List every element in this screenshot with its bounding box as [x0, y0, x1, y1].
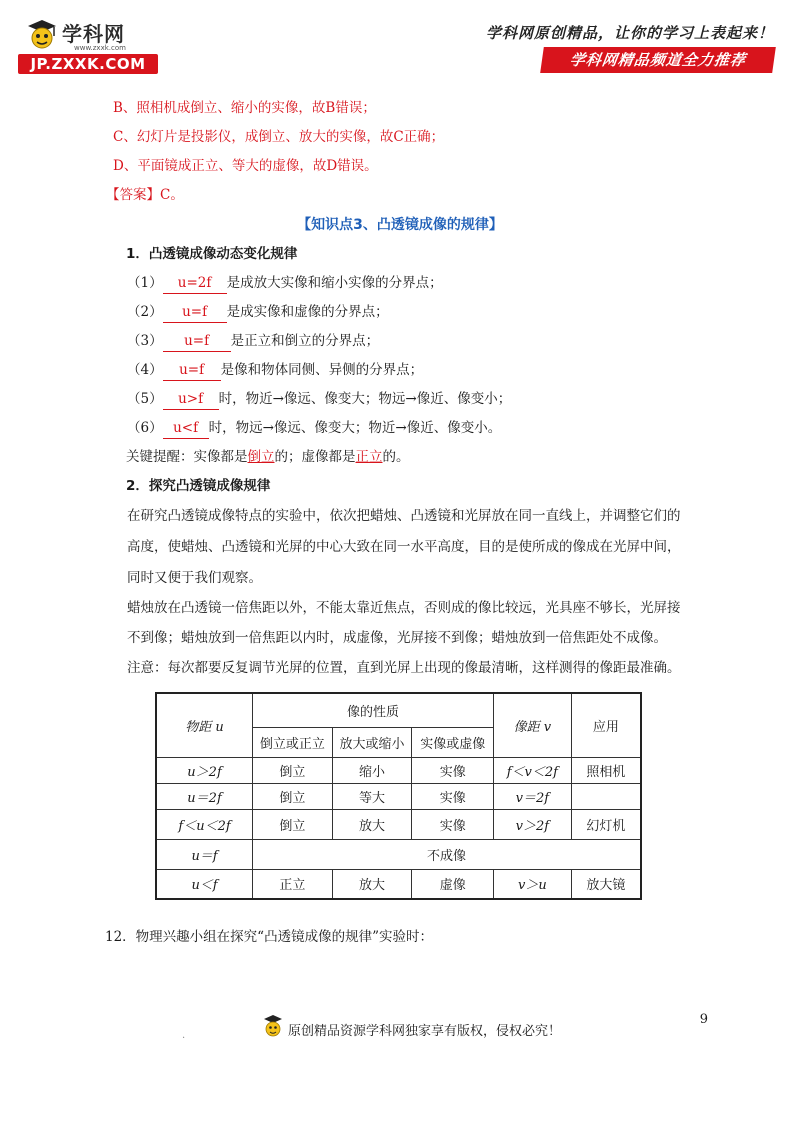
- question-12: 12．物理兴趣小组在探究“凸透镜成像的规律”实验时：: [105, 929, 433, 945]
- rule-item-blank: u<f: [163, 418, 209, 439]
- rule-item-number: （4）: [127, 362, 163, 378]
- subheader-orientation: 倒立或正立: [253, 727, 333, 757]
- cell-image-distance: f＜v＜2f: [494, 757, 572, 783]
- rule-item-text: 是正立和倒立的分界点；: [230, 333, 380, 349]
- paragraph-line: 不到像；蜡烛放到一倍焦距以内时，成虚像，光屏接不到像；蜡烛放到一倍焦距处不成像。: [127, 630, 667, 646]
- logo-name: 学科网: [62, 22, 125, 46]
- rule-item-blank: u=f: [163, 360, 221, 381]
- table-row: [156, 783, 641, 809]
- cell-application: 放大镜: [571, 869, 641, 899]
- cell-image-distance: v＝2f: [494, 783, 572, 809]
- rule-item-blank: u=2f: [163, 273, 227, 294]
- table-row: [156, 809, 641, 839]
- logo-small-url: www.zxxk.com: [74, 44, 126, 52]
- cell-object-distance: f＜u＜2f: [156, 809, 253, 839]
- rule-item: [127, 360, 423, 381]
- knowledge-point-title: 【知识点3、凸透镜成像的规律】: [297, 217, 503, 233]
- key-tip-prefix: 关键提醒：实像都是: [126, 449, 248, 465]
- logo-url-banner: JP.ZXXK.COM: [18, 54, 158, 74]
- cell-no-image: 不成像: [253, 839, 641, 869]
- cell-size: 放大: [332, 869, 412, 899]
- site-logo: [18, 14, 168, 76]
- mascot-icon: [24, 16, 60, 52]
- cell-size: 放大: [332, 809, 412, 839]
- analysis-c: C、幻灯片是投影仪，成倒立、放大的实像，故C正确；: [113, 129, 445, 145]
- cell-type: 实像: [412, 783, 494, 809]
- mascot-icon: [262, 1012, 284, 1040]
- analysis-b: B、照相机成倒立、缩小的实像，故B错误；: [113, 100, 376, 116]
- cell-type: 实像: [412, 757, 494, 783]
- section-2-title: 2．探究凸透镜成像规律: [126, 478, 271, 494]
- cell-orientation: 倒立: [253, 783, 333, 809]
- cell-size: 缩小: [332, 757, 412, 783]
- answer: 【答案】C。: [106, 187, 184, 203]
- footer-dot: .: [182, 1030, 186, 1041]
- cell-type: 虚像: [412, 869, 494, 899]
- table-row: [156, 869, 641, 899]
- paragraph-line: 同时又便于我们观察。: [127, 570, 262, 586]
- rule-item-text: 是成放大实像和缩小实像的分界点；: [226, 275, 443, 291]
- subheader-size: 放大或缩小: [332, 727, 412, 757]
- analysis-d: D、平面镜成正立、等大的虚像，故D错误。: [113, 158, 378, 174]
- header-image-distance: 像距 v: [494, 693, 572, 757]
- cell-object-distance: u＞2f: [156, 757, 253, 783]
- paragraph-line: 在研究凸透镜成像特点的实验中，依次把蜡烛、凸透镜和光屏放在同一直线上，并调整它们的: [127, 508, 681, 524]
- paragraph-line: 蜡烛放在凸透镜一倍焦距以外，不能太靠近焦点，否则成的像比较远，光具座不够长，光屏接: [127, 600, 681, 616]
- rule-item: [127, 389, 511, 410]
- rule-item: [127, 331, 379, 352]
- rule-item-text: 时，物近→像远、像变大；物远→像近、像变小；: [218, 391, 512, 407]
- header-application: 应用: [571, 693, 641, 757]
- key-tip-word-inverted: 倒立: [247, 449, 275, 465]
- lens-imaging-table: [155, 692, 642, 900]
- subheader-type: 实像或虚像: [412, 727, 494, 757]
- cell-image-distance: v＞u: [494, 869, 572, 899]
- paragraph-line: 高度，使蜡烛、凸透镜和光屏的中心大致在同一水平高度，目的是使所成的像成在光屏中间，: [127, 539, 681, 555]
- rule-item: [127, 418, 501, 439]
- key-tip-middle: 的；虚像都是: [274, 449, 356, 465]
- rule-item-number: （1）: [127, 275, 163, 291]
- rule-item-text: 是像和物体同侧、异侧的分界点；: [220, 362, 424, 378]
- key-tip-suffix: 的。: [382, 449, 410, 465]
- rule-item-number: （2）: [127, 304, 163, 320]
- cell-object-distance: u＝2f: [156, 783, 253, 809]
- key-tip: [126, 447, 410, 467]
- rule-item-text: 是成实像和虚像的分界点；: [226, 304, 389, 320]
- header-recommend-banner: 学科网精品频道全力推荐: [540, 47, 776, 73]
- cell-orientation: 正立: [253, 869, 333, 899]
- copyright-notice: 原创精品资源学科网独家享有版权，侵权必究！: [288, 1024, 562, 1039]
- rule-item: [127, 302, 389, 323]
- header-slogan: 学科网原创精品，让你的学习上表起来！: [485, 24, 774, 42]
- cell-application: 照相机: [571, 757, 641, 783]
- section-1-title: 1．凸透镜成像动态变化规律: [126, 246, 298, 262]
- header-object-distance: 物距 u: [156, 693, 253, 757]
- table-row: [156, 757, 641, 783]
- rule-item-blank: u>f: [163, 389, 219, 410]
- rule-item-number: （3）: [127, 333, 163, 349]
- table-row: [156, 839, 641, 869]
- rule-item: [127, 273, 443, 294]
- header-image-properties: 像的性质: [253, 693, 494, 727]
- cell-application: 幻灯机: [571, 809, 641, 839]
- note-line: 注意：每次都要反复调节光屏的位置，直到光屏上出现的像最清晰，这样测得的像距最准确。: [127, 660, 681, 676]
- cell-size: 等大: [332, 783, 412, 809]
- cell-object-distance: u＝f: [156, 839, 253, 869]
- rule-item-number: （5）: [127, 391, 163, 407]
- key-tip-word-upright: 正立: [355, 449, 383, 465]
- rule-item-text: 时，物远→像远、像变大；物近→像近、像变小。: [208, 420, 502, 436]
- cell-application: [571, 783, 641, 809]
- cell-orientation: 倒立: [253, 809, 333, 839]
- rule-item-number: （6）: [127, 420, 163, 436]
- cell-image-distance: v＞2f: [494, 809, 572, 839]
- rule-item-blank: u=f: [163, 331, 231, 352]
- cell-type: 实像: [412, 809, 494, 839]
- cell-object-distance: u＜f: [156, 869, 253, 899]
- rule-item-blank: u=f: [163, 302, 227, 323]
- cell-orientation: 倒立: [253, 757, 333, 783]
- page-number: 9: [699, 1012, 708, 1027]
- table-header-row: [156, 693, 641, 727]
